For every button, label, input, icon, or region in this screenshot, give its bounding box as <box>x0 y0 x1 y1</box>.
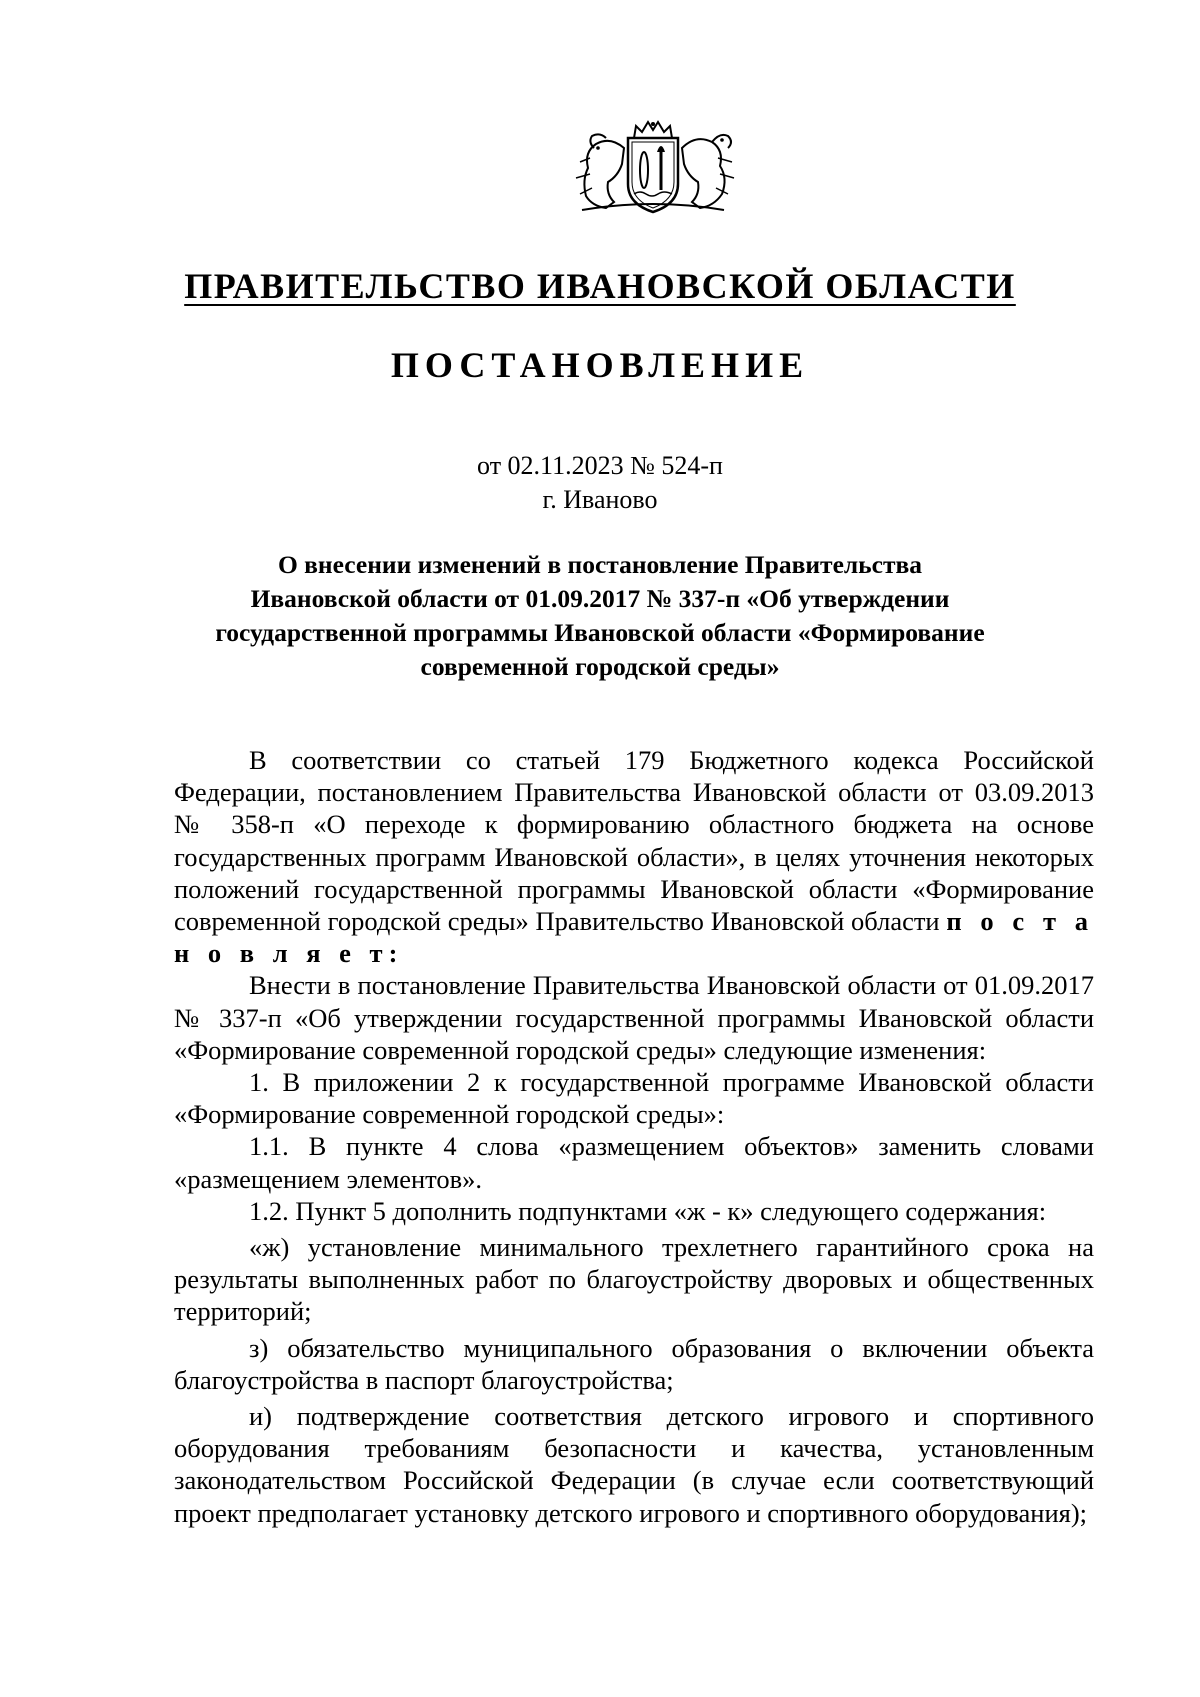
authority-name <box>0 268 1200 304</box>
title-line: Ивановской области от 01.09.2017 № 337-п «Об утверждении <box>250 584 950 613</box>
body-paragraph: и) подтверждение соответствия детского игрового и спортивного оборудования требованиям безопасности и качества, установленным законодательством Российской Федерации (в случае если соответствующий проект предполагает установку детского игрового и спортивного оборудования); <box>174 1401 1094 1528</box>
body-paragraph: 1.2. Пункт 5 дополнить подпунктами «ж - к» следующего содержания: <box>249 1195 1047 1226</box>
document-title <box>160 548 1040 684</box>
preamble-text: В соответствии со статьей 179 Бюджетного кодекса Российской Федерации, постановлением Правительства Ивановской области от 03.09.2013 № 358-п «О переходе к формированию областного бюджета на основе государственных программ Ивановской области», в целях уточнения некоторых положений государственной программы Ивановской области «Формирование современной городской среды» Правительство Ивановской области <box>174 745 1094 937</box>
date-number: от 02.11.2023 № 524-п <box>477 451 723 480</box>
body-paragraph: «ж) установление минимального трехлетнего гарантийного срока на результаты выполненных работ по благоустройству дворовых и общественных территорий; <box>174 1232 1094 1327</box>
authority-name-text: ПРАВИТЕЛЬСТВО ИВАНОВСКОЙ ОБЛАСТИ <box>184 266 1016 306</box>
body-paragraph: з) обязательство муниципального образования о включении объекта благоустройства в паспорт благоустройства; <box>174 1332 1094 1395</box>
title-line: государственной программы Ивановской области «Формирование <box>215 618 985 647</box>
ivanovo-region-coat-of-arms-icon <box>562 118 744 214</box>
body-paragraph: 1. В приложении 2 к государственной программе Ивановской области «Формирование современной городской среды»: <box>174 1067 1094 1130</box>
document-body <box>174 744 1094 1529</box>
title-line: О внесении изменений в постановление Правительства <box>277 550 923 579</box>
body-paragraph: 1.1. В пункте 4 слова «размещением объектов» заменить словами «размещением элементов». <box>174 1131 1094 1194</box>
resolves-word: п о с т а н о в л я е т: <box>174 906 1094 969</box>
city: г. Иваново <box>542 485 658 514</box>
document-type: ПОСТАНОВЛЕНИЕ <box>390 345 810 385</box>
document-meta <box>0 449 1200 517</box>
body-paragraph: Внести в постановление Правительства Ивановской области от 01.09.2017 № 337-п «Об утверждении государственной программы Ивановской области «Формирование современной городской среды» следующие изменения: <box>174 970 1094 1065</box>
preamble-paragraph <box>174 744 1094 969</box>
title-line: современной городской среды» <box>420 652 780 681</box>
